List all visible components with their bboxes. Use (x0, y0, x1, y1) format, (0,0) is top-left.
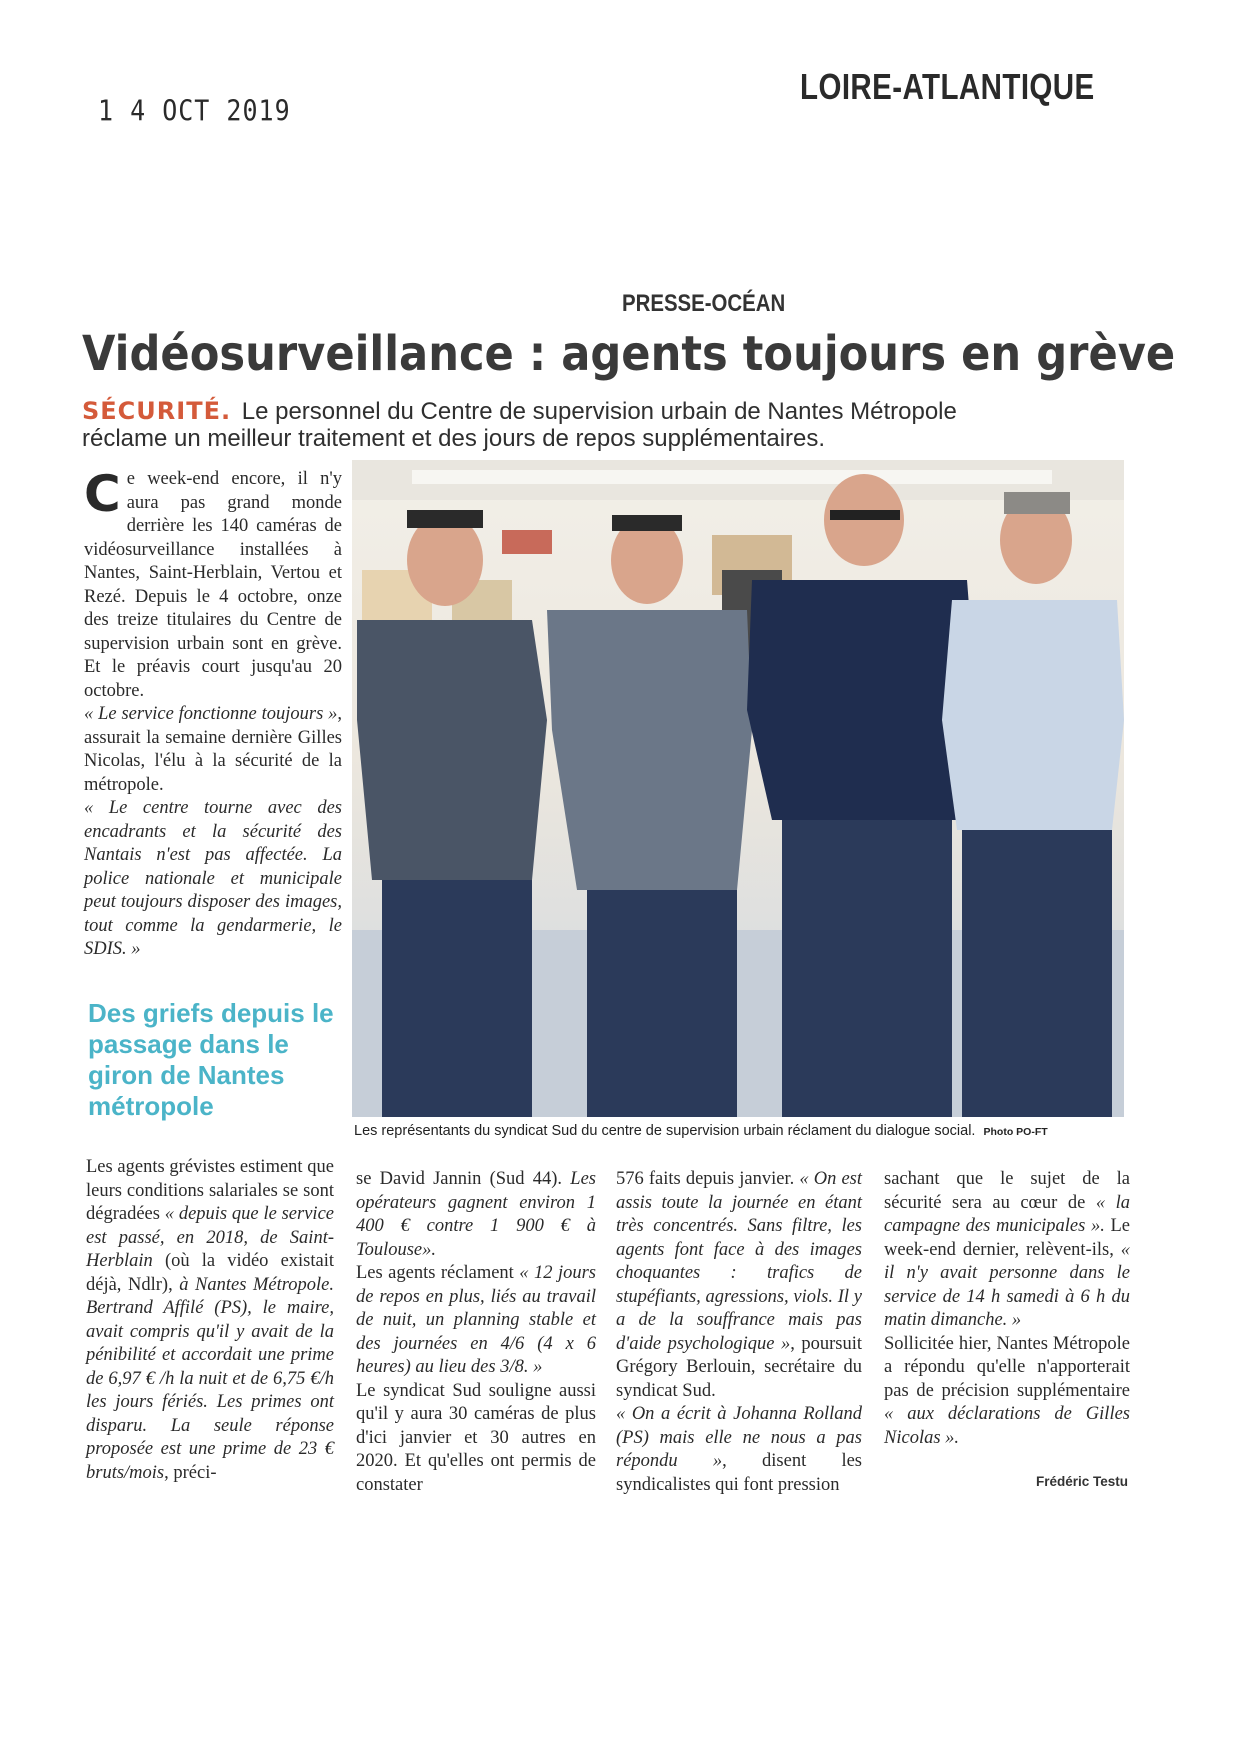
article-kicker (82, 398, 1042, 452)
body-column-1 (86, 1156, 334, 1485)
shirt-3 (747, 580, 977, 820)
quote: à Nantes Métropole. Bertrand Affilé (PS), le maire, avait compris qu'il y avait de la pénibilité et accordait une prime de 6,97 € /h la nuit et de 6,75 €/h les jours fériés. Les primes ont disparu. La seule réponse proposée est une prime de 23 € bruts/mois (86, 1274, 334, 1483)
paragraph-text: Sollicitée hier, Nantes Métropole a répondu qu'elle n'apporterait pas de précision supplémentaire (884, 1333, 1130, 1401)
body-paragraph: Le syndicat Sud souligne aussi qu'il y aura 30 caméras de plus d'ici janvier et 30 autres en 2020. Et qu'elles ont permis de constater (356, 1380, 596, 1495)
author-byline: Frédéric Testu (1036, 1474, 1129, 1489)
paragraph-text: Le week-end dernier, relèvent-ils, (884, 1216, 1130, 1260)
body-paragraph (86, 1156, 334, 1485)
publication-name: PRESSE-OCÉAN (622, 290, 786, 317)
photo-credit: Photo PO-FT (983, 1126, 1048, 1138)
paragraph-text: sachant que le sujet de la sécurité sera au cœur de (884, 1169, 1130, 1213)
shirt-4 (942, 600, 1124, 830)
lead-column (84, 465, 342, 962)
body-paragraph (356, 1262, 596, 1380)
trousers-2 (587, 860, 737, 1117)
shirt-2 (547, 610, 752, 890)
shirt-1 (357, 620, 547, 880)
body-paragraph (356, 1168, 596, 1262)
body-column-3 (616, 1168, 862, 1497)
trousers-4 (962, 815, 1112, 1117)
body-paragraph (616, 1403, 862, 1497)
lead-paragraph-1 (84, 465, 342, 703)
quote: « il n'y avait personne dans le service de 14 h samedi à 6 h du matin dimanche. » (884, 1239, 1130, 1330)
kicker-label: SÉCURITÉ. (82, 397, 232, 425)
quote: Les opérateurs gagnent environ 1 400 € contre 1 900 € à Toulouse». (356, 1169, 596, 1260)
paragraph-text: se David Jannin (Sud 44). (356, 1169, 571, 1189)
photo-caption (354, 1123, 1134, 1139)
paragraph-text: Les agents réclament (356, 1263, 520, 1283)
paragraph-text: Les agents grévistes estiment que leurs conditions salariales se sont dégradées (86, 1157, 334, 1224)
caption-text: Les représentants du syndicat Sud du centre de supervision urbain réclament du dialogue social. (354, 1123, 976, 1139)
body-column-2 (356, 1168, 596, 1497)
quote: « On est assis toute la journée en étant très concentrés. Sans filtre, les agents font face à des images choquantes : trafics de stupéfiants, agressions, viols. Il y a de la souffrance mais pas d'aide psychologique » (616, 1169, 862, 1354)
kicker-text: Le personnel du Centre de supervision urbain de Nantes Métropole réclame un meilleur traitement et des jours de repos supplémentaires. (82, 398, 957, 452)
quote: « On a écrit à Johanna Rolland (PS) mais elle ne nous a pas répondu » (616, 1404, 862, 1471)
quote: « 12 jours de repos en plus, liés au travail de nuit, un planning stable et des journées en 4/6 (4 x 6 heures) au lieu des 3/8. » (356, 1263, 596, 1377)
body-paragraph (616, 1168, 862, 1403)
lead-paragraph-2 (84, 703, 342, 797)
paragraph-text: , assurait la semaine dernière Gilles Nicolas, l'élu à la sécurité de la métropole. (84, 704, 342, 795)
drop-cap: C (84, 465, 121, 523)
paragraph-text: , disent les syndicalistes qui font pression (616, 1451, 862, 1495)
region-label: LOIRE-ATLANTIQUE (800, 66, 1095, 107)
paragraph-text: 576 faits depuis janvier. (616, 1169, 800, 1189)
body-paragraph (884, 1168, 1130, 1333)
article-subhead: Des griefs depuis le passage dans le giron de Nantes métropole (88, 998, 334, 1121)
trousers-1 (382, 840, 532, 1117)
body-paragraph (884, 1333, 1130, 1451)
clipping-date-stamp: 1 4 OCT 2019 (98, 93, 291, 128)
body-column-4 (884, 1168, 1130, 1450)
quote: « la campagne des municipales ». (884, 1192, 1130, 1236)
paragraph-text: , préci- (164, 1462, 217, 1483)
group-photo-illustration (352, 460, 1124, 1117)
lead-text: e week-end encore, il n'y aura pas grand monde derrière les 140 caméras de vidéosurveillance installées à Nantes, Saint-Herblain, Vertou et Rezé. Depuis le 4 octobre, onze des treize titulaires du Centre de supervision urbain sont en grève. Et le préavis court jusqu'au 20 octobre. (84, 469, 342, 701)
quote: « depuis que le service est passé, en 2018, de Saint-Herblain (86, 1204, 334, 1271)
lead-paragraph-3: « Le centre tourne avec des encadrants et la sécurité des Nantais n'est pas affectée. La police nationale et municipale peut toujours disposer des images, tout comme la gendarmerie, le SDIS. » (84, 798, 342, 959)
trousers-3 (782, 800, 952, 1117)
paragraph-text: (où la vidéo existait déjà, Ndlr), (86, 1251, 334, 1295)
person-4 (942, 492, 1124, 1117)
quote: « Le service fonctionne toujours » (84, 704, 338, 724)
article-headline: Vidéosurveillance : agents toujours en grève (82, 326, 1176, 382)
quote: « aux déclarations de Gilles Nicolas ». (884, 1404, 1130, 1448)
article-photo (352, 460, 1124, 1117)
paragraph-text: , poursuit Grégory Berlouin, secrétaire du syndicat Sud. (616, 1333, 863, 1401)
